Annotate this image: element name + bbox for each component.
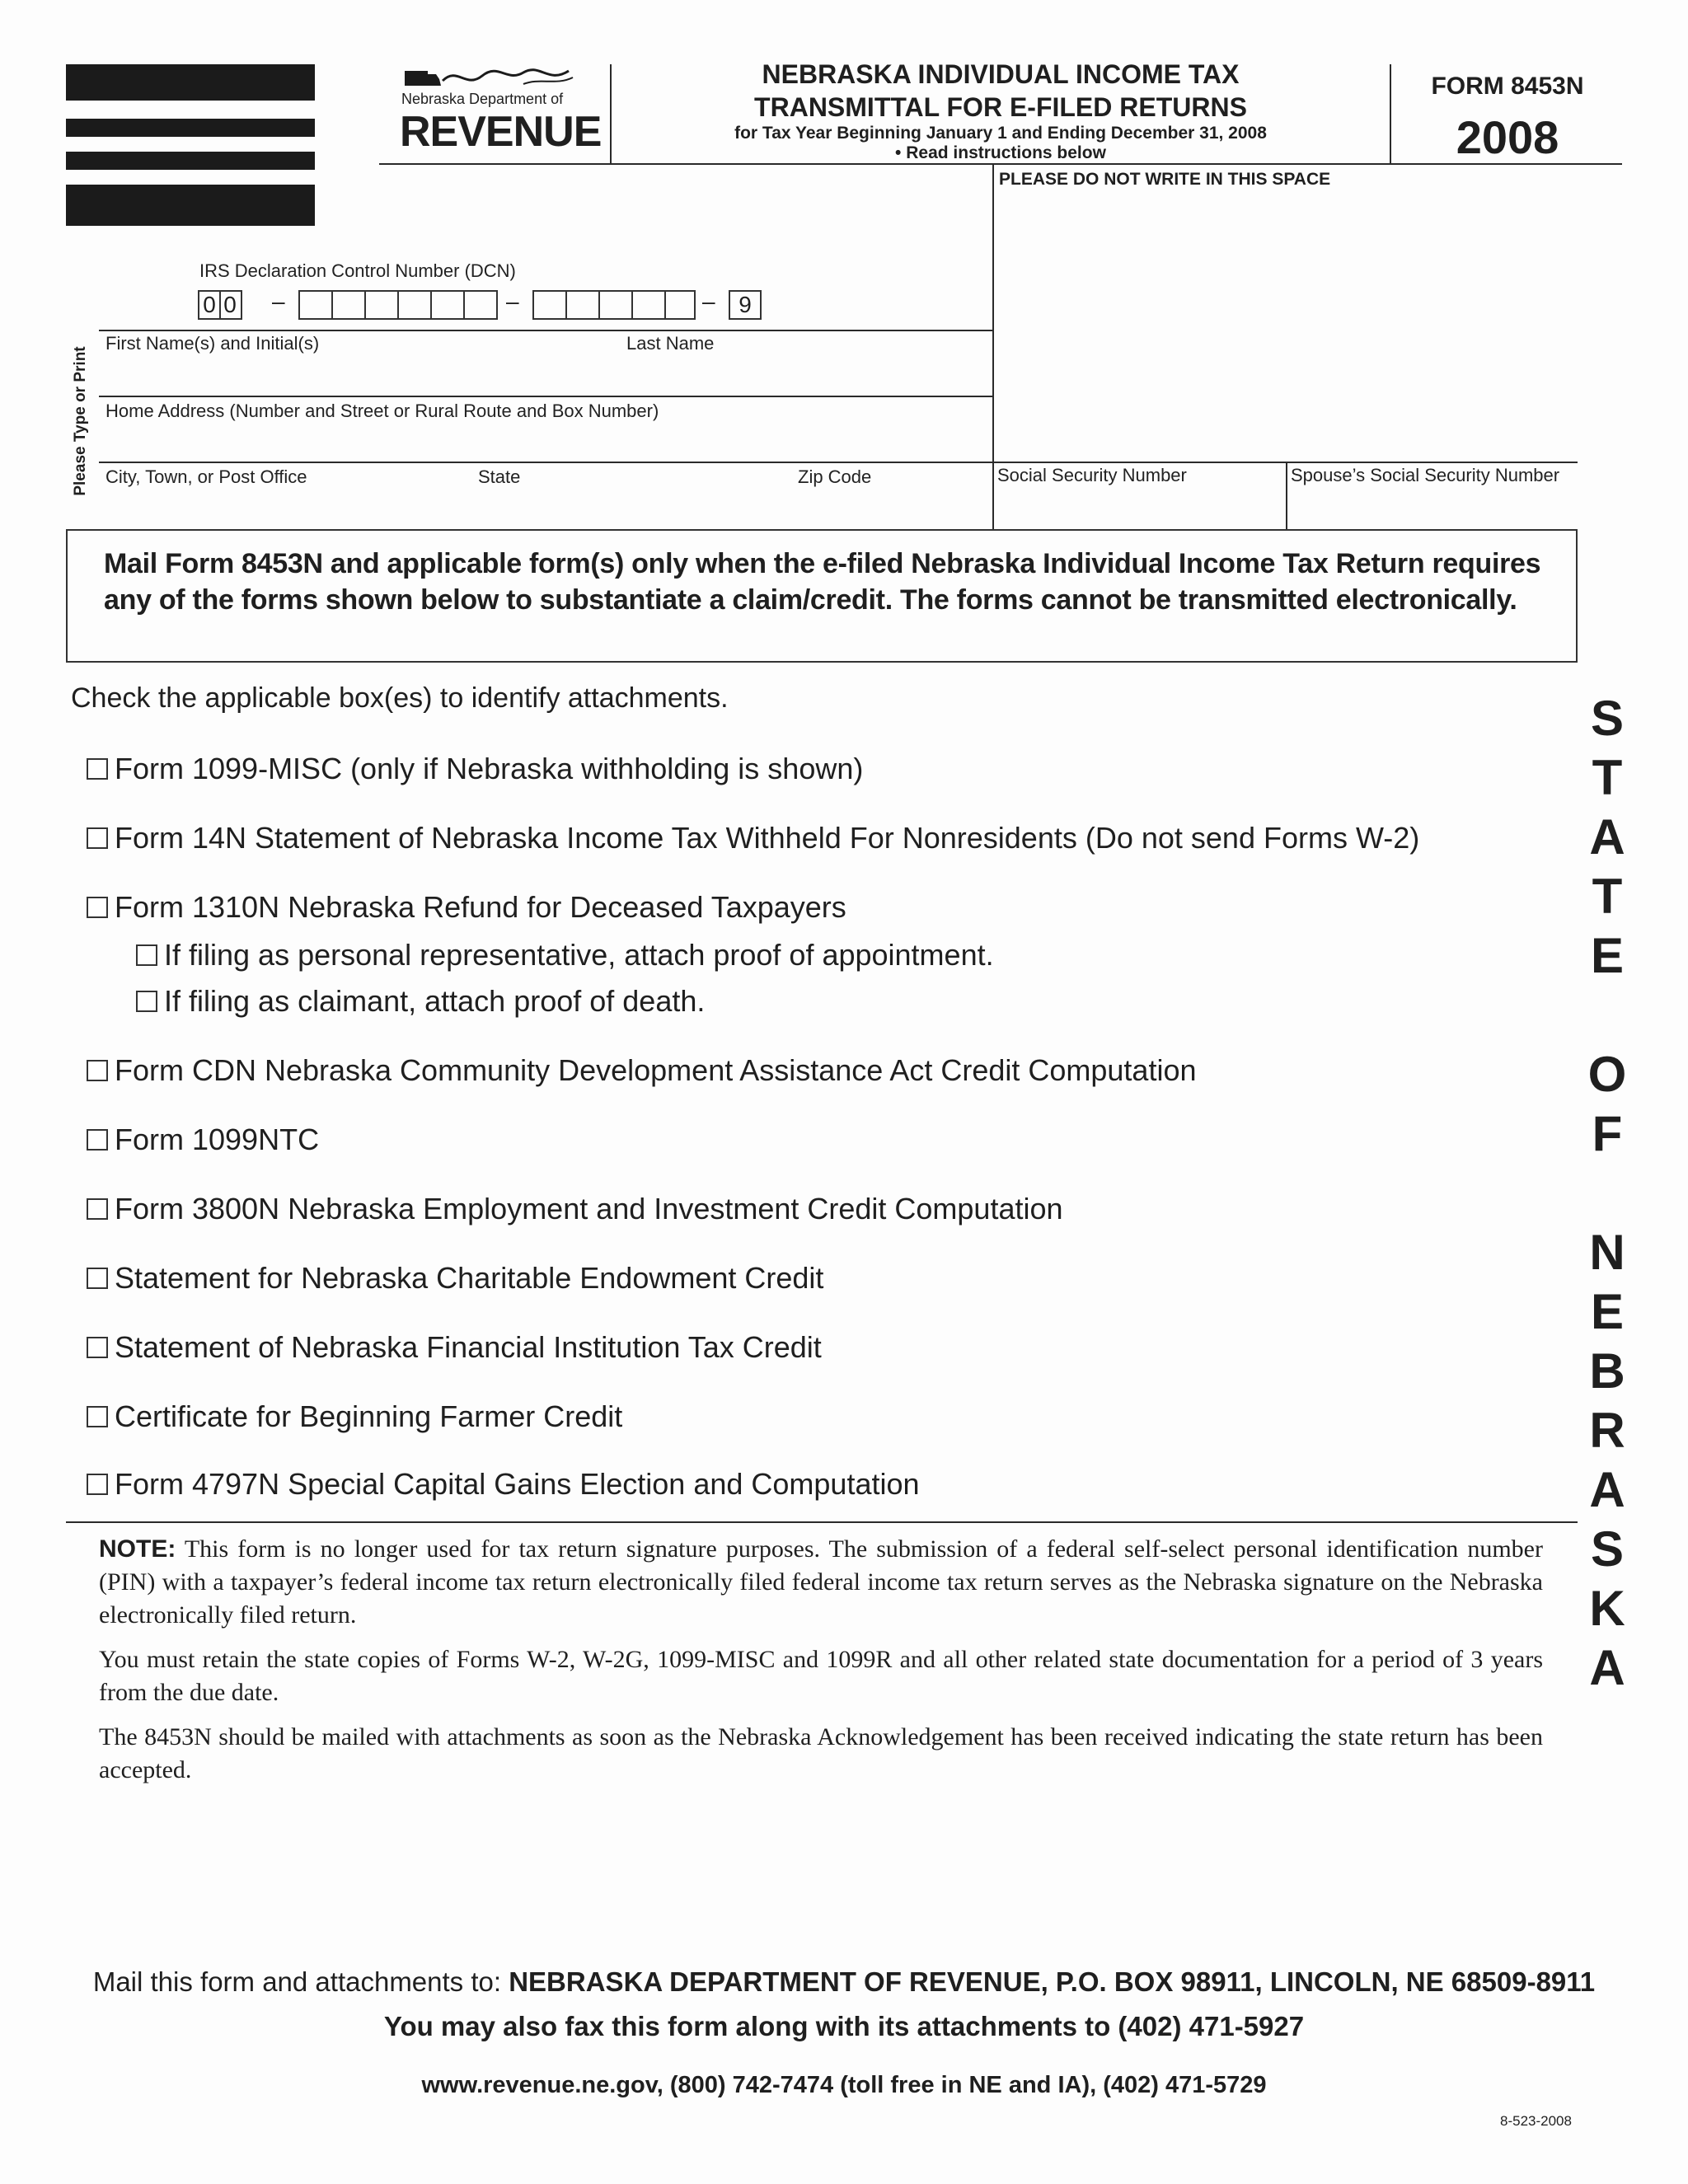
- note-text-1: This form is no longer used for tax return signature purposes. The submission of a federal self-select personal identification number (PIN) with a taxpayer’s federal income tax return electronically filed federal income tax return serves as the Nebraska signature on the Nebraska electronically filed return.: [99, 1535, 1543, 1629]
- dcn-box-group-1[interactable]: [298, 290, 498, 320]
- checklist-label: Certificate for Beginning Farmer Credit: [115, 1399, 623, 1433]
- checklist-item-1099misc[interactable]: [87, 752, 863, 786]
- checklist-label: If filing as personal representative, attach proof of appointment.: [164, 938, 994, 972]
- checklist-subitem-claimant[interactable]: [136, 984, 705, 1019]
- checkbox-claimant[interactable]: [136, 991, 157, 1012]
- note-paragraph-2: You must retain the state copies of Forms W-2, W-2G, 1099-MISC and 1099R and all other related state documentation for a period of 3 years from the due date.: [99, 1646, 1543, 1706]
- vertical-letter: R: [1589, 1403, 1625, 1458]
- agency-large-text: REVENUE: [400, 108, 602, 156]
- fax-instruction: You may also fax this form along with its attachments to (402) 471-5927: [383, 2011, 1305, 2041]
- checklist-item-1310n[interactable]: [87, 890, 846, 925]
- scan-bar-4: [66, 185, 315, 226]
- address-input-area[interactable]: [99, 424, 992, 462]
- type-or-print-label: Please Type or Print: [72, 346, 89, 496]
- checklist-item-1099ntc[interactable]: [87, 1122, 319, 1157]
- checklist-bottom-rule: [66, 1521, 1578, 1523]
- checklist-item-farmer[interactable]: [87, 1399, 622, 1434]
- dcn-box-2[interactable]: 0: [219, 290, 242, 320]
- checklist-label: Form 1310N Nebraska Refund for Deceased Taxpayers: [115, 890, 846, 924]
- address-row-top-rule: [99, 396, 994, 397]
- checklist-label: If filing as claimant, attach proof of death.: [164, 984, 706, 1018]
- checkbox-charitable[interactable]: [87, 1268, 108, 1289]
- form-title-line1: NEBRASKA INDIVIDUAL INCOME TAX: [762, 59, 1240, 89]
- dcn-dash-2: –: [506, 288, 519, 314]
- mail-notice-box: [66, 529, 1578, 663]
- office-use-left-border: [992, 163, 994, 529]
- office-use-label: PLEASE DO NOT WRITE IN THIS SPACE: [999, 170, 1331, 189]
- note-paragraph-3: The 8453N should be mailed with attachments as soon as the Nebraska Acknowledgement has been received indicating the state return has been accepted.: [99, 1723, 1543, 1783]
- checkbox-3800n[interactable]: [87, 1198, 108, 1220]
- checkbox-14n[interactable]: [87, 827, 108, 849]
- checklist-label: Form 3800N Nebraska Employment and Investment Credit Computation: [115, 1192, 1063, 1226]
- note-label: NOTE:: [99, 1535, 176, 1563]
- mail-prefix: Mail this form and attachments to:: [92, 1966, 509, 1997]
- checkbox-1099ntc[interactable]: [87, 1129, 108, 1151]
- agency-small-text: Nebraska Department of: [401, 91, 564, 107]
- ssn-label: Social Security Number: [997, 465, 1187, 485]
- vertical-letter: O: [1587, 1047, 1627, 1102]
- form-title-line2: TRANSMITTAL FOR E-FILED RETURNS: [754, 92, 1247, 122]
- vertical-letter: A: [1589, 1462, 1625, 1517]
- vertical-letter: F: [1592, 1106, 1623, 1161]
- checklist-item-3800n[interactable]: [87, 1192, 1063, 1226]
- header-divider-right: [1390, 64, 1391, 163]
- checkbox-farmer[interactable]: [87, 1406, 108, 1427]
- nebraska-map-icon: [400, 66, 598, 91]
- form-code: 8-523-2008: [1500, 2113, 1572, 2129]
- checklist-label: Form CDN Nebraska Community Development Assistance Act Credit Computation: [115, 1053, 1197, 1087]
- checkbox-1099misc[interactable]: [87, 758, 108, 780]
- revenue-logo: [400, 66, 602, 157]
- dcn-label: IRS Declaration Control Number (DCN): [199, 260, 516, 281]
- dcn-box-last[interactable]: 9: [729, 290, 762, 320]
- vertical-letter: E: [1590, 1284, 1625, 1339]
- vertical-letter: B: [1589, 1343, 1625, 1399]
- checklist-item-4797n[interactable]: [87, 1467, 920, 1502]
- checklist-label: Statement of Nebraska Financial Institution Tax Credit: [115, 1330, 822, 1364]
- check-instruction: Check the applicable box(es) to identify attachments.: [71, 682, 729, 714]
- checkbox-representative[interactable]: [136, 944, 157, 966]
- instructions-note: • Read instructions below: [895, 143, 1106, 162]
- form-number: FORM 8453N: [1431, 73, 1584, 100]
- name-input-area[interactable]: [99, 356, 992, 396]
- note-paragraph-1: [99, 1533, 1543, 1632]
- scan-bar-3: [66, 152, 315, 170]
- vertical-letter: E: [1590, 928, 1625, 983]
- state-label: State: [478, 466, 521, 487]
- checkbox-4797n[interactable]: [87, 1474, 108, 1495]
- spouse-ssn-label: Spouse’s Social Security Number: [1291, 465, 1560, 485]
- zip-label: Zip Code: [798, 466, 872, 487]
- vertical-letter: N: [1589, 1225, 1625, 1280]
- vertical-letter: T: [1592, 750, 1623, 805]
- mail-notice-text: Mail Form 8453N and applicable form(s) only when the e-filed Nebraska Individual Income Tax Return requires any of the forms shown below to substantiate a claim/credit. The forms cannot be transmitted electronically.: [104, 548, 1541, 616]
- form-subtitle: for Tax Year Beginning January 1 and Ending December 31, 2008: [734, 124, 1267, 143]
- checklist-label: Statement for Nebraska Charitable Endowment Credit: [115, 1261, 824, 1295]
- city-row-top-rule: [99, 462, 1578, 463]
- dcn-box-1[interactable]: 0: [198, 290, 221, 320]
- vertical-letter: K: [1589, 1581, 1625, 1636]
- mail-address: NEBRASKA DEPARTMENT OF REVENUE, P.O. BOX 98911, LINCOLN, NE 68509-8911: [509, 1966, 1596, 1997]
- vertical-letter: S: [1590, 1521, 1625, 1577]
- checkbox-cdn[interactable]: [87, 1060, 108, 1081]
- last-name-label: Last Name: [626, 333, 715, 354]
- checklist-item-charitable[interactable]: [87, 1261, 823, 1296]
- dcn-box-group-2[interactable]: [532, 290, 696, 320]
- checklist-label: Form 1099NTC: [115, 1122, 320, 1156]
- dcn-dash-1: –: [272, 288, 285, 314]
- checklist-item-14n[interactable]: [87, 821, 1419, 855]
- checkbox-1310n[interactable]: [87, 897, 108, 918]
- ssn-divider: [1286, 462, 1287, 529]
- form-year: 2008: [1456, 111, 1559, 163]
- vertical-letter: S: [1590, 691, 1625, 746]
- first-name-label: First Name(s) and Initial(s): [106, 333, 320, 354]
- contact-info: www.revenue.ne.gov, (800) 742-7474 (toll free in NE and IA), (402) 471-5729: [421, 2072, 1267, 2098]
- city-label: City, Town, or Post Office: [106, 466, 307, 487]
- checkbox-financial[interactable]: [87, 1337, 108, 1358]
- mail-instruction: [0, 1966, 1688, 1998]
- checklist-label: Form 14N Statement of Nebraska Income Tax Withheld For Nonresidents (Do not send Forms W-2): [115, 821, 1420, 855]
- vertical-letter: A: [1589, 1640, 1625, 1695]
- vertical-letter: A: [1589, 809, 1625, 865]
- checklist-label: Form 1099-MISC (only if Nebraska withholding is shown): [115, 752, 864, 785]
- scan-bar-1: [66, 64, 315, 101]
- checklist-item-cdn[interactable]: [87, 1053, 1197, 1088]
- checklist-subitem-representative[interactable]: [136, 938, 994, 972]
- dcn-dash-3: –: [702, 288, 715, 314]
- scan-bar-2: [66, 119, 315, 137]
- vertical-letter: T: [1592, 869, 1623, 924]
- home-address-label: Home Address (Number and Street or Rural Route and Box Number): [106, 401, 659, 421]
- checklist-item-financial[interactable]: [87, 1330, 822, 1365]
- name-row-top-rule: [99, 330, 994, 331]
- checklist-label: Form 4797N Special Capital Gains Election and Computation: [115, 1467, 920, 1501]
